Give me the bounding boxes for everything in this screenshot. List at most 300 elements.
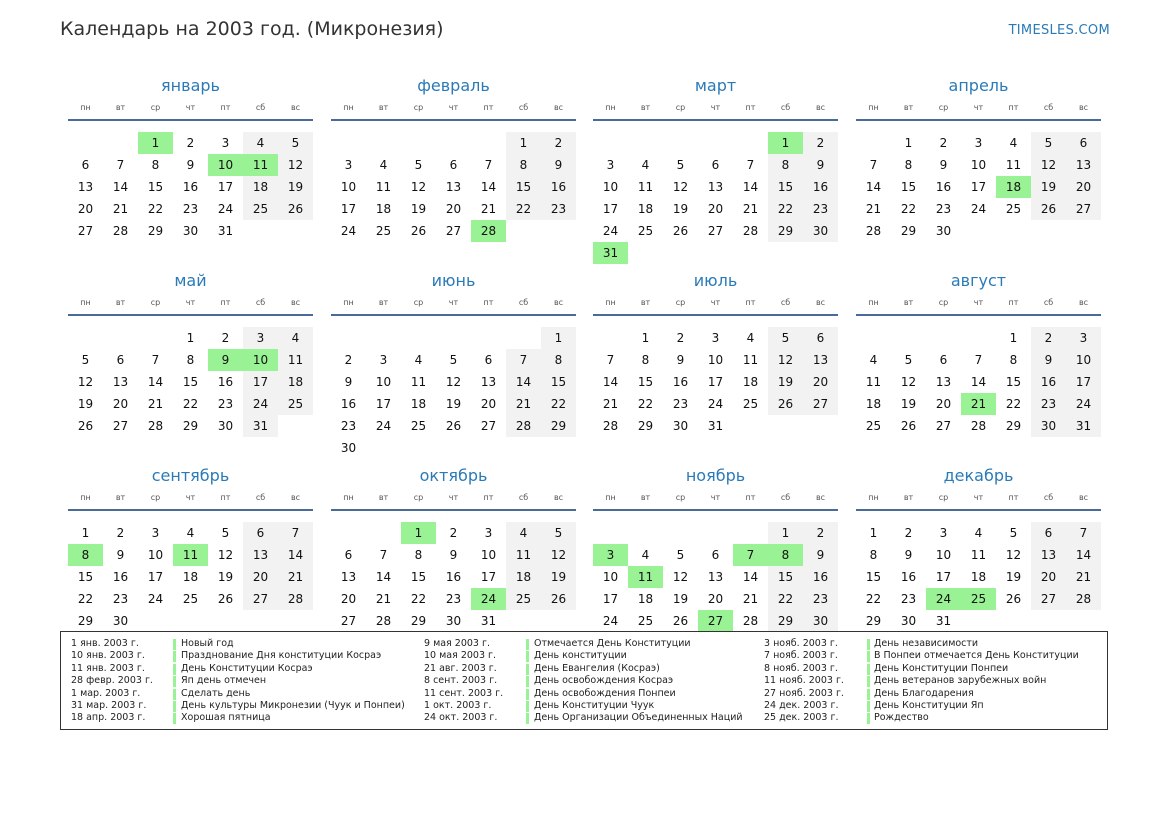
day-cell: 11 xyxy=(278,349,313,371)
day-cell: 15 xyxy=(900,180,917,194)
weekday-label: сб xyxy=(1043,493,1054,502)
day-cell: 7 xyxy=(869,158,878,172)
weekday-label: сб xyxy=(255,298,266,307)
day-cell: 1 xyxy=(506,132,541,154)
holiday-day-cell: 11 xyxy=(173,544,208,566)
day-cell: 20 xyxy=(112,397,129,411)
page-title: Календарь на 2003 год. (Микронезия) xyxy=(60,18,444,40)
day-cell: 10 xyxy=(480,548,497,562)
day-cell: 17 xyxy=(707,375,724,389)
day-cell: 9 xyxy=(676,353,685,367)
day-cell: 10 xyxy=(707,353,724,367)
day-cell: 14 xyxy=(1066,544,1101,566)
day-cell: 29 xyxy=(147,224,164,238)
day-cell: 26 xyxy=(672,224,689,238)
legend-date: 1 янв. 2003 г. xyxy=(71,638,139,649)
day-cell: 19 xyxy=(900,397,917,411)
legend-holiday-name: День освобождения Косраэ xyxy=(534,675,674,687)
day-cell: 25 xyxy=(278,393,313,415)
weekday-label: вт xyxy=(115,298,126,307)
weekday-label: вс xyxy=(1078,493,1089,502)
day-cell: 2 xyxy=(904,526,913,540)
month-rule xyxy=(331,314,576,316)
day-cell: 24 xyxy=(970,202,987,216)
day-cell: 30 xyxy=(803,610,838,632)
legend-date: 28 февр. 2003 г. xyxy=(71,675,153,687)
day-cell: 27 xyxy=(77,224,94,238)
weekday-label: вт xyxy=(640,298,651,307)
legend-holiday-name: День Евангелия (Косраэ) xyxy=(534,662,660,674)
day-cell: 4 xyxy=(641,158,650,172)
day-cell: 1 xyxy=(1009,331,1018,345)
day-cell: 21 xyxy=(480,202,497,216)
day-cell: 20 xyxy=(77,202,94,216)
day-cell: 22 xyxy=(77,592,94,606)
day-cell: 12 xyxy=(1005,548,1022,562)
day-cell: 14 xyxy=(742,180,759,194)
day-cell: 21 xyxy=(742,202,759,216)
day-cell: 26 xyxy=(900,419,917,433)
day-cell: 19 xyxy=(1005,570,1022,584)
weekday-label: чт xyxy=(710,493,721,502)
day-cell: 22 xyxy=(637,397,654,411)
legend-marker xyxy=(867,689,870,700)
month-rule xyxy=(331,119,576,121)
day-cell: 29 xyxy=(637,419,654,433)
day-cell: 15 xyxy=(768,176,803,198)
day-cell: 31 xyxy=(243,415,278,437)
day-cell: 6 xyxy=(711,158,720,172)
weekday-label: вт xyxy=(378,493,389,502)
day-cell: 28 xyxy=(865,224,882,238)
day-cell: 4 xyxy=(1009,136,1018,150)
day-cell: 19 xyxy=(445,397,462,411)
day-cell: 13 xyxy=(445,180,462,194)
day-cell: 25 xyxy=(506,588,541,610)
day-cell: 7 xyxy=(116,158,125,172)
day-cell: 18 xyxy=(865,397,882,411)
day-cell: 28 xyxy=(1066,588,1101,610)
day-cell: 28 xyxy=(742,614,759,628)
weekday-label: сб xyxy=(780,103,791,112)
weekday-label: вт xyxy=(115,103,126,112)
legend-holiday-name: День независимости xyxy=(874,638,979,649)
day-cell: 2 xyxy=(449,526,458,540)
legend-marker xyxy=(867,664,870,675)
day-cell: 6 xyxy=(1066,132,1101,154)
day-cell: 9 xyxy=(186,158,195,172)
holiday-day-cell: 31 xyxy=(593,242,628,264)
day-cell: 22 xyxy=(182,397,199,411)
day-cell: 18 xyxy=(970,570,987,584)
day-cell: 22 xyxy=(768,198,803,220)
day-cell: 26 xyxy=(278,198,313,220)
day-cell: 2 xyxy=(803,522,838,544)
day-cell: 6 xyxy=(1031,522,1066,544)
legend-holiday-name: День Конституции Косраэ xyxy=(181,662,313,674)
day-cell: 18 xyxy=(742,375,759,389)
day-cell: 30 xyxy=(803,220,838,242)
day-cell: 9 xyxy=(939,158,948,172)
day-cell: 10 xyxy=(340,180,357,194)
legend-date: 8 нояб. 2003 г. xyxy=(764,662,838,674)
day-cell: 3 xyxy=(1066,327,1101,349)
day-cell: 3 xyxy=(974,136,983,150)
weekday-label: сб xyxy=(518,493,529,502)
day-cell: 13 xyxy=(340,570,357,584)
day-cell: 3 xyxy=(484,526,493,540)
day-cell: 26 xyxy=(217,592,234,606)
site-link[interactable]: TIMESLES.COM xyxy=(1008,23,1110,38)
day-cell: 26 xyxy=(672,614,689,628)
day-cell: 31 xyxy=(935,614,952,628)
weekday-label: ср xyxy=(413,493,424,502)
day-cell: 18 xyxy=(506,566,541,588)
weekday-label: чт xyxy=(973,298,984,307)
day-cell: 17 xyxy=(147,570,164,584)
day-cell: 20 xyxy=(480,397,497,411)
day-cell: 22 xyxy=(506,198,541,220)
day-cell: 22 xyxy=(541,393,576,415)
legend-holiday-name: День ветеранов зарубежных войн xyxy=(874,675,1047,687)
day-cell: 5 xyxy=(1031,132,1066,154)
day-cell: 17 xyxy=(375,397,392,411)
day-cell: 24 xyxy=(602,224,619,238)
day-cell: 13 xyxy=(707,180,724,194)
month-name: апрель xyxy=(948,76,1009,95)
day-cell: 14 xyxy=(506,371,541,393)
month-name: август xyxy=(950,271,1007,290)
legend-date: 10 мая 2003 г. xyxy=(424,650,497,662)
day-cell: 10 xyxy=(970,158,987,172)
day-cell: 13 xyxy=(480,375,497,389)
legend-holiday-name: День культуры Микронезии (Чуук и Понпеи) xyxy=(181,700,405,711)
day-cell: 12 xyxy=(410,180,427,194)
day-cell: 9 xyxy=(116,548,125,562)
day-cell: 3 xyxy=(344,158,353,172)
day-cell: 2 xyxy=(221,331,230,345)
holiday-day-cell: 24 xyxy=(926,588,961,610)
legend-holiday-name: Сделать день xyxy=(181,687,251,699)
legend-date: 21 авг. 2003 г. xyxy=(424,662,497,674)
day-cell: 23 xyxy=(340,419,357,433)
day-cell: 30 xyxy=(112,614,129,628)
day-cell: 9 xyxy=(344,375,353,389)
day-cell: 21 xyxy=(147,397,164,411)
legend-marker xyxy=(173,664,176,675)
day-cell: 27 xyxy=(803,393,838,415)
legend-holiday-name: Рождество xyxy=(874,712,929,724)
weekday-label: вт xyxy=(640,103,651,112)
weekday-label: ср xyxy=(938,493,949,502)
legend-holiday-name: День Конституции Понпеи xyxy=(874,662,1009,674)
day-cell: 11 xyxy=(970,548,987,562)
day-cell: 4 xyxy=(869,353,878,367)
day-cell: 21 xyxy=(112,202,129,216)
day-cell: 4 xyxy=(414,353,423,367)
day-cell: 14 xyxy=(742,570,759,584)
day-cell: 21 xyxy=(278,566,313,588)
holiday-day-cell: 24 xyxy=(471,588,506,610)
weekday-label: вт xyxy=(903,493,914,502)
day-cell: 12 xyxy=(768,349,803,371)
day-cell: 13 xyxy=(77,180,94,194)
legend-date: 24 дек. 2003 г. xyxy=(764,700,839,711)
weekday-label: вс xyxy=(1078,298,1089,307)
day-cell: 19 xyxy=(541,566,576,588)
weekday-label: пт xyxy=(220,298,231,307)
day-cell: 11 xyxy=(865,375,882,389)
month-rule xyxy=(593,509,838,511)
legend-marker xyxy=(526,664,529,675)
day-cell: 1 xyxy=(81,526,90,540)
month-name: октябрь xyxy=(419,466,488,485)
weekday-label: пн xyxy=(868,298,879,307)
day-cell: 29 xyxy=(1005,419,1022,433)
day-cell: 16 xyxy=(900,570,917,584)
weekday-label: сб xyxy=(255,493,266,502)
day-cell: 20 xyxy=(243,566,278,588)
day-cell: 15 xyxy=(541,371,576,393)
day-cell: 12 xyxy=(672,180,689,194)
day-cell: 27 xyxy=(935,419,952,433)
day-cell: 1 xyxy=(869,526,878,540)
day-cell: 3 xyxy=(711,331,720,345)
day-cell: 24 xyxy=(602,614,619,628)
weekday-label: пт xyxy=(745,298,756,307)
day-cell: 30 xyxy=(1031,415,1066,437)
day-cell: 27 xyxy=(243,588,278,610)
weekday-label: пт xyxy=(483,493,494,502)
weekday-label: вс xyxy=(815,103,826,112)
legend-marker xyxy=(867,676,870,687)
day-cell: 25 xyxy=(637,614,654,628)
day-cell: 4 xyxy=(278,327,313,349)
weekday-label: пн xyxy=(80,103,91,112)
day-cell: 23 xyxy=(672,397,689,411)
weekday-label: сб xyxy=(518,298,529,307)
day-cell: 1 xyxy=(541,327,576,349)
day-cell: 29 xyxy=(768,220,803,242)
day-cell: 24 xyxy=(217,202,234,216)
legend-marker xyxy=(526,701,529,712)
weekday-label: пт xyxy=(745,493,756,502)
holiday-day-cell: 7 xyxy=(733,544,768,566)
legend-marker xyxy=(526,639,529,650)
day-cell: 30 xyxy=(217,419,234,433)
weekday-label: пт xyxy=(1008,298,1019,307)
day-cell: 10 xyxy=(935,548,952,562)
day-cell: 15 xyxy=(77,570,94,584)
weekday-label: пн xyxy=(343,298,354,307)
day-cell: 29 xyxy=(77,614,94,628)
weekday-label: вс xyxy=(815,493,826,502)
month-name: декабрь xyxy=(943,466,1014,485)
day-cell: 28 xyxy=(375,614,392,628)
legend-marker xyxy=(526,713,529,724)
weekday-label: сб xyxy=(780,493,791,502)
weekday-label: чт xyxy=(185,298,196,307)
weekday-label: пт xyxy=(745,103,756,112)
legend-marker xyxy=(173,689,176,700)
day-cell: 7 xyxy=(746,158,755,172)
day-cell: 20 xyxy=(340,592,357,606)
legend-marker xyxy=(867,639,870,650)
day-cell: 4 xyxy=(746,331,755,345)
day-cell: 5 xyxy=(449,353,458,367)
day-cell: 25 xyxy=(1005,202,1022,216)
day-cell: 7 xyxy=(278,522,313,544)
holiday-day-cell: 8 xyxy=(768,544,803,566)
day-cell: 4 xyxy=(186,526,195,540)
day-cell: 11 xyxy=(410,375,427,389)
day-cell: 30 xyxy=(445,614,462,628)
day-cell: 26 xyxy=(1031,198,1066,220)
day-cell: 20 xyxy=(707,202,724,216)
day-cell: 4 xyxy=(641,548,650,562)
day-cell: 2 xyxy=(676,331,685,345)
day-cell: 9 xyxy=(449,548,458,562)
day-cell: 22 xyxy=(1005,397,1022,411)
weekday-label: чт xyxy=(973,493,984,502)
legend-date: 10 янв. 2003 г. xyxy=(71,650,145,662)
weekday-label: пн xyxy=(80,298,91,307)
weekday-label: пн xyxy=(868,103,879,112)
day-cell: 13 xyxy=(803,349,838,371)
holiday-day-cell: 1 xyxy=(401,522,436,544)
day-cell: 6 xyxy=(243,522,278,544)
day-cell: 12 xyxy=(445,375,462,389)
day-cell: 26 xyxy=(410,224,427,238)
day-cell: 14 xyxy=(112,180,129,194)
day-cell: 6 xyxy=(803,327,838,349)
day-cell: 24 xyxy=(1066,393,1101,415)
day-cell: 17 xyxy=(340,202,357,216)
day-cell: 25 xyxy=(865,419,882,433)
day-cell: 29 xyxy=(541,415,576,437)
day-cell: 11 xyxy=(637,180,654,194)
day-cell: 20 xyxy=(707,592,724,606)
day-cell: 2 xyxy=(939,136,948,150)
legend-holiday-name: День Конституции Яп xyxy=(874,700,984,711)
holiday-legend xyxy=(60,631,1108,730)
day-cell: 13 xyxy=(1031,544,1066,566)
holiday-day-cell: 27 xyxy=(698,610,733,632)
day-cell: 30 xyxy=(340,441,357,455)
day-cell: 18 xyxy=(375,202,392,216)
holiday-day-cell: 10 xyxy=(243,349,278,371)
month-name: январь xyxy=(161,76,220,95)
day-cell: 3 xyxy=(221,136,230,150)
weekday-label: чт xyxy=(448,103,459,112)
weekday-label: ср xyxy=(675,493,686,502)
day-cell: 16 xyxy=(217,375,234,389)
day-cell: 27 xyxy=(707,224,724,238)
day-cell: 5 xyxy=(221,526,230,540)
day-cell: 17 xyxy=(1066,371,1101,393)
day-cell: 10 xyxy=(602,180,619,194)
weekday-label: вт xyxy=(903,298,914,307)
day-cell: 22 xyxy=(900,202,917,216)
day-cell: 2 xyxy=(1031,327,1066,349)
day-cell: 1 xyxy=(768,522,803,544)
day-cell: 23 xyxy=(112,592,129,606)
day-cell: 28 xyxy=(112,224,129,238)
day-cell: 18 xyxy=(182,570,199,584)
legend-date: 3 нояб. 2003 г. xyxy=(764,638,838,649)
day-cell: 23 xyxy=(900,592,917,606)
day-cell: 26 xyxy=(1005,592,1022,606)
weekday-label: ср xyxy=(150,493,161,502)
day-cell: 2 xyxy=(803,132,838,154)
legend-marker xyxy=(867,713,870,724)
day-cell: 28 xyxy=(970,419,987,433)
legend-date: 1 мар. 2003 г. xyxy=(71,687,141,699)
day-cell: 2 xyxy=(116,526,125,540)
day-cell: 27 xyxy=(1031,588,1066,610)
day-cell: 7 xyxy=(506,349,541,371)
day-cell: 12 xyxy=(900,375,917,389)
day-cell: 16 xyxy=(803,176,838,198)
month-rule xyxy=(856,509,1101,511)
month-rule xyxy=(331,509,576,511)
day-cell: 7 xyxy=(379,548,388,562)
legend-date: 9 мая 2003 г. xyxy=(424,638,490,649)
weekday-label: ср xyxy=(938,103,949,112)
month-name: март xyxy=(694,76,737,95)
day-cell: 16 xyxy=(182,180,199,194)
day-cell: 27 xyxy=(340,614,357,628)
legend-marker xyxy=(526,676,529,687)
legend-marker xyxy=(173,701,176,712)
weekday-label: сб xyxy=(780,298,791,307)
day-cell: 5 xyxy=(278,132,313,154)
weekday-label: пн xyxy=(343,493,354,502)
day-cell: 9 xyxy=(904,548,913,562)
weekday-label: пт xyxy=(483,103,494,112)
day-cell: 26 xyxy=(541,588,576,610)
weekday-label: ср xyxy=(675,103,686,112)
weekday-label: пт xyxy=(1008,103,1019,112)
day-cell: 18 xyxy=(278,371,313,393)
weekday-label: вт xyxy=(640,493,651,502)
day-cell: 6 xyxy=(449,158,458,172)
legend-holiday-name: Отмечается День Конституции xyxy=(534,638,691,649)
day-cell: 29 xyxy=(768,610,803,632)
day-cell: 15 xyxy=(506,176,541,198)
day-cell: 17 xyxy=(602,202,619,216)
holiday-day-cell: 3 xyxy=(593,544,628,566)
day-cell: 27 xyxy=(112,419,129,433)
weekday-label: чт xyxy=(185,103,196,112)
legend-marker xyxy=(526,651,529,662)
legend-marker xyxy=(173,713,176,724)
holiday-day-cell: 28 xyxy=(471,220,506,242)
day-cell: 5 xyxy=(676,548,685,562)
day-cell: 10 xyxy=(375,375,392,389)
weekday-label: вс xyxy=(815,298,826,307)
month-rule xyxy=(593,314,838,316)
day-cell: 28 xyxy=(742,224,759,238)
day-cell: 7 xyxy=(1066,522,1101,544)
month-rule xyxy=(68,509,313,511)
day-cell: 16 xyxy=(1031,371,1066,393)
day-cell: 29 xyxy=(900,224,917,238)
day-cell: 20 xyxy=(445,202,462,216)
day-cell: 5 xyxy=(1009,526,1018,540)
day-cell: 8 xyxy=(641,353,650,367)
day-cell: 15 xyxy=(637,375,654,389)
